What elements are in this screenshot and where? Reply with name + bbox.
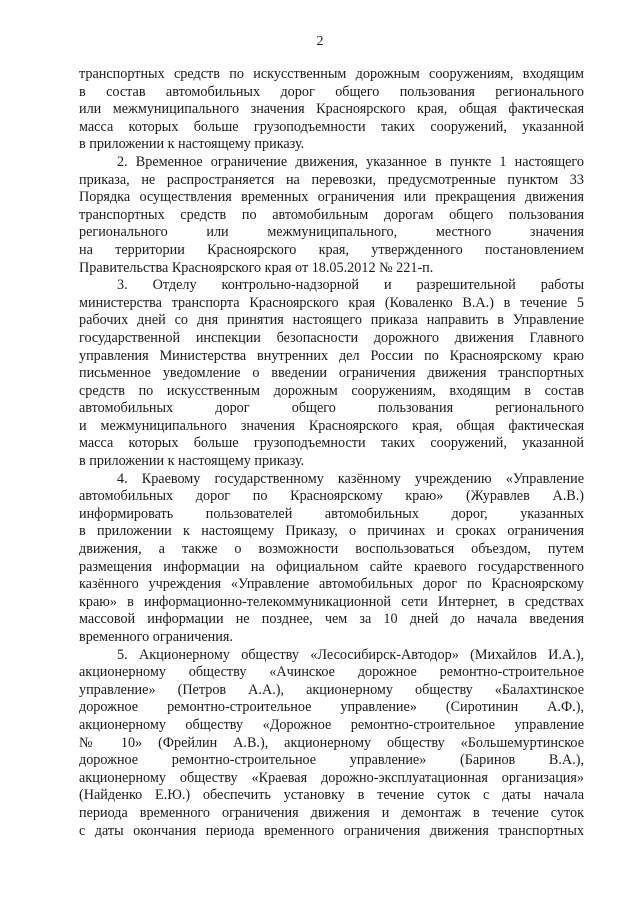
text-line: на территории Красноярского края, утвержденного постановлением: [79, 241, 584, 258]
text-line: временного ограничения.: [79, 629, 233, 645]
text-line: казённого учреждения «Управление автомобильных дорог по Красноярскому: [79, 576, 584, 593]
text-line: № 10» (Фрейлин А.В.), акционерному обществу «Большемуртинское: [79, 734, 584, 751]
text-line: акционерному обществу «Ачинское дорожное ремонтно-строительное: [79, 664, 584, 681]
text-line: автомобильных дорог общего пользования регионального: [79, 400, 584, 417]
text-line: в приложении к настоящему приказу.: [79, 136, 305, 153]
text-line: 4. Краевому государственному казённому учреждению «Управление: [117, 470, 584, 487]
text-line: в приложении к настоящему Приказу, о причинах и сроках ограничения: [79, 523, 584, 540]
paragraph: [79, 471, 584, 647]
text-line: 3. Отделу контрольно-надзорной и разрешительной работы: [117, 277, 584, 294]
text-line: или межмуниципального значения Красноярского края, общая фактическая: [79, 101, 584, 118]
text-line: управления Министерства внутренних дел России по Красноярскому краю: [79, 347, 584, 364]
text-line: 5. Акционерному обществу «Лесосибирск-Автодор» (Михайлов И.А.),: [117, 646, 584, 663]
text-line: движения, а также о возможности воспользоваться объездом, путем: [79, 541, 584, 558]
page-number: 2: [316, 34, 324, 49]
document-body: [79, 66, 584, 840]
text-line: (Найденко Е.Ю.) обеспечить установку в течение суток с даты начала: [79, 787, 584, 804]
paragraph: [79, 66, 584, 154]
text-line: транспортных средств по искусственным дорожным сооружениям, входящим: [79, 66, 584, 82]
text-line: с даты окончания периода временного ограничения движения транспортных: [79, 822, 584, 839]
text-line: государственной инспекции безопасности дорожного движения Главного: [79, 329, 584, 346]
text-line: в приложении к настоящему приказу.: [79, 453, 305, 470]
paragraph: [79, 277, 584, 471]
text-line: регионального или межмуниципального, местного значения: [79, 224, 584, 241]
text-line: министерства транспорта Красноярского края (Коваленко В.А.) в течение 5: [79, 294, 584, 311]
text-line: и межмуниципального значения Красноярского края, общая фактическая: [79, 417, 584, 434]
text-line: Порядка осуществления временных ограничения или прекращения движения: [79, 189, 584, 206]
text-line: в состав автомобильных дорог общего пользования регионального: [79, 83, 584, 100]
paragraph: [79, 647, 584, 841]
text-line: массовой информации не позднее, чем за 10 дней до начала введения: [79, 611, 584, 628]
text-line: средств по искусственным дорожным сооружениям, входящим в состав: [79, 382, 584, 399]
text-line: автомобильных дорог по Красноярскому краю» (Журавлев А.В.): [79, 488, 584, 505]
text-line: транспортных средств по автомобильным дорогам общего пользования: [79, 206, 584, 223]
text-line: приказа, не распространяется на перевозки, предусмотренные пунктом 33: [79, 171, 584, 188]
text-line: дорожное ремонтно-строительное управление» (Сиротинин А.Ф.),: [79, 699, 584, 716]
text-line: письменное уведомление о введении ограничения движения транспортных: [79, 365, 584, 382]
text-line: Правительства Красноярского края от 18.05.2012 № 221-п.: [79, 259, 434, 276]
text-line: размещения информации на официальном сайте краевого государственного: [79, 558, 584, 575]
text-line: акционерному обществу «Краевая дорожно-эксплуатационная организация»: [79, 769, 584, 786]
text-line: масса которых больше грузоподъемности таких сооружений, указанной: [79, 118, 584, 135]
text-line: масса которых больше грузоподъемности таких сооружений, указанной: [79, 435, 584, 452]
text-line: 2. Временное ограничение движения, указанное в пункте 1 настоящего: [117, 153, 584, 170]
text-line: краю» в информационно-телекоммуникационной сети Интернет, в средствах: [79, 593, 584, 610]
text-line: акционерному обществу «Дорожное ремонтно-строительное управление: [79, 716, 584, 733]
text-line: рабочих дней со дня принятия настоящего приказа направить в Управление: [79, 312, 584, 329]
text-line: управление» (Петров А.А.), акционерному обществу «Балахтинское: [79, 681, 584, 698]
paragraph: [79, 154, 584, 277]
text-line: периода временного ограничения движения и демонтаж в течение суток: [79, 804, 584, 821]
text-line: дорожное ремонтно-строительное управление» (Баринов В.А.),: [79, 752, 584, 769]
text-line: информировать пользователей автомобильных дорог, указанных: [79, 505, 584, 522]
